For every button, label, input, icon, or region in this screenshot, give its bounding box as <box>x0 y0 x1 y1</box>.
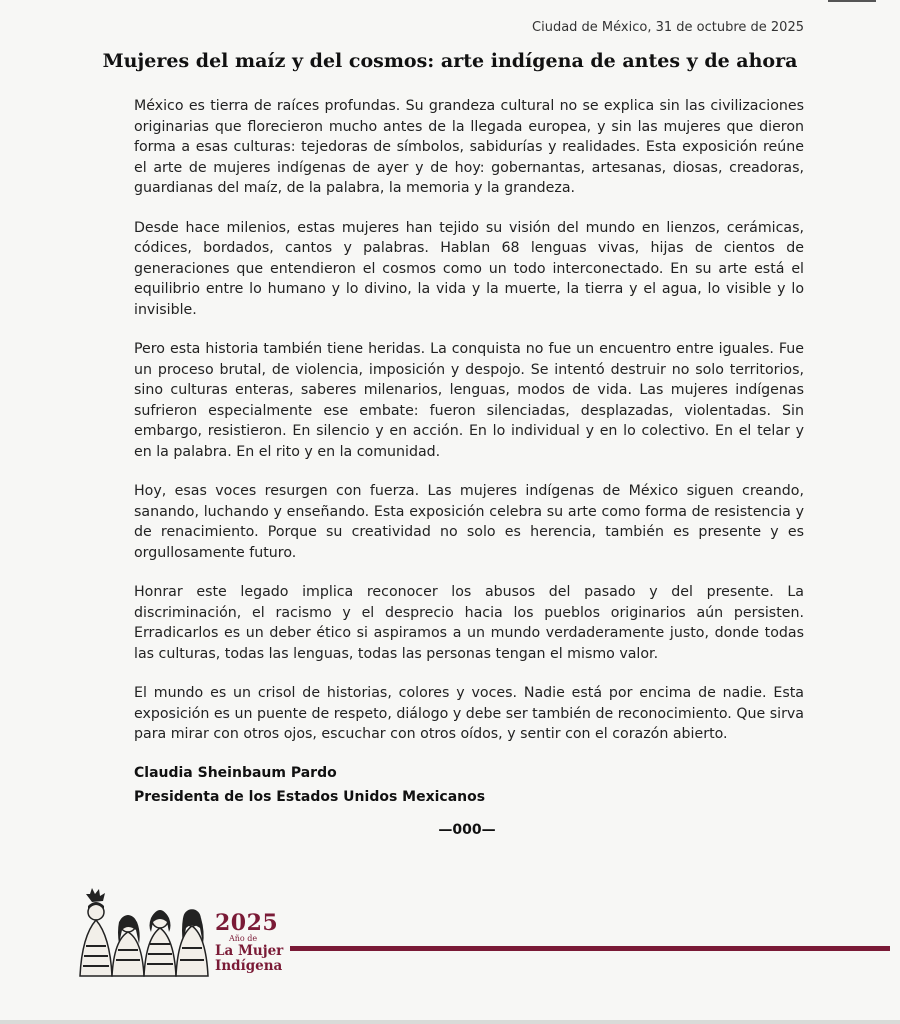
signature-block <box>134 761 485 809</box>
logo-year: 2025 <box>215 910 279 936</box>
logo-line-2: Indígena <box>215 958 283 974</box>
page-bottom-edge <box>0 1020 900 1024</box>
paragraph: El mundo es un crisol de historias, colores y voces. Nadie está por encima de nadie. Esta exposición es un puente de respeto, diálogo y debe ser también de reconocimiento. Que sirva para mirar con otros ojos, escuchar con otros oídos, y sentir con el corazón abierto. <box>134 685 804 742</box>
footer-accent-rule <box>290 946 890 951</box>
paragraph: Honrar este legado implica reconocer los abusos del pasado y del presente. La discriminación, el racismo y el desprecio hacia los pueblos originarios aún persisten. Erradicarlos es un deber ético si aspiramos a un mundo verdaderamente justo, donde todas las culturas, todas las lenguas, todas las personas tengan el mismo valor. <box>134 584 804 662</box>
indigenous-women-illustration-icon <box>70 888 220 978</box>
paragraph: Hoy, esas voces resurgen con fuerza. Las mujeres indígenas de México siguen creando, sanando, luchando y enseñando. Esta exposición celebra su arte como forma de resistencia y de renacimiento. Porque su creatividad no solo es herencia, también es presente y es orgullosamente futuro. <box>134 483 804 561</box>
paragraph: Desde hace milenios, estas mujeres han tejido su visión del mundo en lienzos, cerámicas, códices, bordados, cantos y palabras. Hablan 68 lenguas vivas, hijas de cientos de generaciones que entendieron el cosmos como un todo interconectado. En su arte está el equilibrio entre lo humano y lo divino, la vida y la muerte, la tierra y el agua, lo visible y lo invisible. <box>134 219 804 318</box>
paragraph: Pero esta historia también tiene heridas. La conquista no fue un encuentro entre iguales. Fue un proceso brutal, de violencia, imposición y despojo. Se intentó destruir no solo territorios, sino culturas enteras, saberes milenarios, lenguas, modos de vida. Las mujeres indígenas sufrieron especialmente ese embate: fueron silenciadas, desplazadas, violentadas. Sin embargo, resistieron. En silencio y en acción. En lo individual y en lo colectivo. En el telar y en la palabra. En el rito y en la comunidad. <box>134 341 804 460</box>
dateline: Ciudad de México, 31 de octubre de 2025 <box>532 20 804 35</box>
year-logo <box>215 912 283 974</box>
signatory-name: Claudia Sheinbaum Pardo <box>134 765 337 781</box>
document-title: Mujeres del maíz y del cosmos: arte indígena de antes y de ahora <box>102 50 798 72</box>
paragraph: México es tierra de raíces profundas. Su grandeza cultural no se explica sin las civilizaciones originarias que florecieron mucho antes de la llegada europea, y sin las mujeres que dieron forma a esas culturas: tejedoras de símbolos, sabidurías y realidades. Esta exposición reúne el arte de mujeres indígenas de ayer y de hoy: gobernantas, artesanas, diosas, creadoras, guardianas del maíz, de la palabra, la memoria y la grandeza. <box>134 98 804 196</box>
logo-line-1: La Mujer <box>215 943 284 959</box>
logo-subtitle: Año de <box>229 934 258 943</box>
signatory-role: Presidenta de los Estados Unidos Mexicanos <box>134 789 486 805</box>
top-edge-rule <box>828 0 876 2</box>
document-body <box>134 96 804 764</box>
closing-mark: —000— <box>438 822 496 838</box>
